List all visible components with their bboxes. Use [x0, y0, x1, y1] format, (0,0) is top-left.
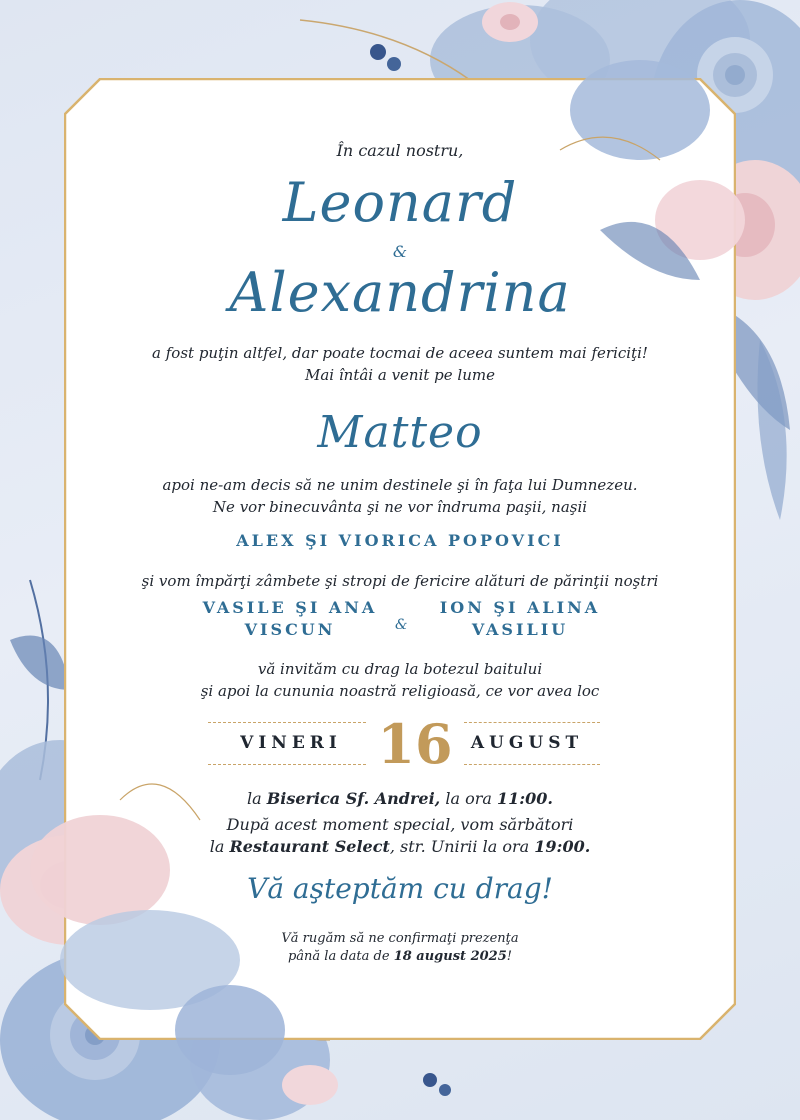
invite-line-2: şi apoi la cununia noastră religioasă, ce vor avea loc — [200, 682, 600, 700]
date-divider-bottom-right — [464, 764, 600, 765]
rsvp-post: ! — [506, 949, 512, 964]
godparents-names: ALEX ŞI VIORICA POPOVICI — [236, 531, 564, 550]
parents-intro: şi vom împărţi zâmbete şi stropi de fericire alături de părinţii noştri — [141, 572, 659, 590]
party-line-2 — [120, 836, 680, 858]
story-line-2: Mai întâi a venit pe lume — [305, 366, 495, 384]
date-day: 16 — [377, 712, 453, 776]
date-divider-top-left — [208, 722, 366, 723]
decision-line-1: apoi ne-am decis să ne unim destinele şi în faţa lui Dumnezeu. — [162, 476, 638, 494]
church-name: Biserica Sf. Andrei, — [266, 789, 441, 808]
church-line — [120, 788, 680, 810]
date-weekday: VINERI — [240, 733, 342, 753]
party-pre: la — [209, 837, 230, 856]
intro-text: În cazul nostru, — [336, 141, 464, 160]
church-pre: la — [247, 789, 267, 808]
rsvp-pre: până la data de — [287, 949, 394, 964]
party-mid: , str. Unirii la ora — [389, 837, 535, 856]
rsvp-date: 18 august 2025 — [393, 949, 507, 964]
party-line-1: După acest moment special, vom sărbători — [226, 815, 574, 834]
party-time: 19:00. — [534, 837, 591, 856]
date-month: AUGUST — [470, 733, 584, 753]
rsvp-line-1: Vă rugăm să ne confirmaţi prezenţa — [281, 931, 519, 946]
restaurant-name: Restaurant Select — [229, 837, 390, 856]
groom-name: Leonard — [282, 171, 518, 234]
story-line-1: a fost puţin altfel, dar poate tocmai de aceea suntem mai fericiţi! — [152, 344, 648, 362]
decision-line-2: Ne vor binecuvânta şi ne vor îndruma paşii, naşii — [212, 498, 588, 516]
parents-left-line-2: VISCUN — [244, 620, 336, 639]
child-name: Matteo — [317, 407, 483, 458]
parents-ampersand: & — [395, 617, 408, 633]
invitation-content — [120, 0, 680, 1120]
church-time: 11:00. — [496, 789, 553, 808]
closing-text: Vă aşteptăm cu drag! — [247, 872, 553, 905]
bride-name: Alexandrina — [229, 261, 571, 324]
parents-right-line-2: VASILIU — [471, 620, 569, 639]
couple-ampersand: & — [392, 242, 408, 261]
parents-left-line-1: VASILE ŞI ANA — [202, 598, 378, 617]
invite-line-1: vă invităm cu drag la botezul baitului — [257, 660, 543, 678]
church-mid: la ora — [440, 789, 497, 808]
rsvp-line-2 — [120, 948, 680, 966]
date-divider-bottom-left — [208, 764, 366, 765]
parents-right-line-1: ION ŞI ALINA — [439, 598, 601, 617]
date-divider-top-right — [464, 722, 600, 723]
